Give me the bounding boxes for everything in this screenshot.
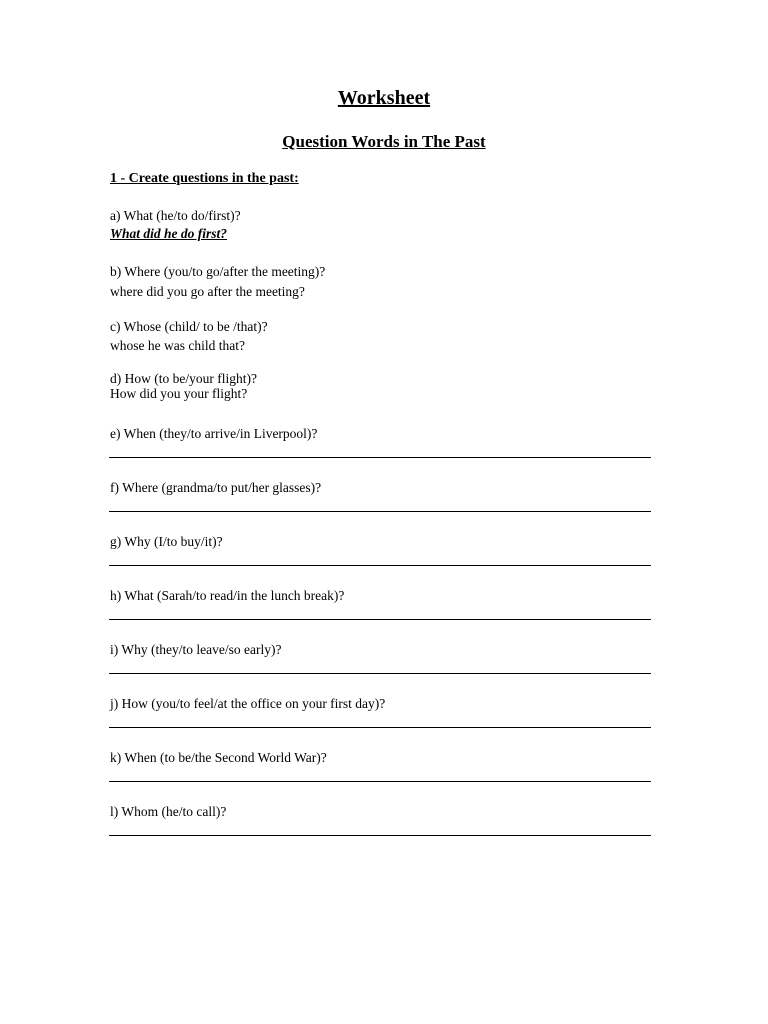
answer-line-k[interactable] bbox=[109, 781, 651, 782]
answer-a-example: What did he do first? bbox=[110, 226, 228, 241]
question-i: i) Why (they/to leave/so early)? bbox=[110, 642, 282, 657]
question-e: e) When (they/to arrive/in Liverpool)? bbox=[110, 426, 318, 441]
page-title: Worksheet bbox=[337, 87, 431, 109]
question-h: h) What (Sarah/to read/in the lunch break)? bbox=[110, 588, 345, 603]
section-heading: 1 - Create questions in the past: bbox=[110, 171, 299, 186]
question-c: c) Whose (child/ to be /that)? bbox=[110, 319, 268, 334]
answer-line-i[interactable] bbox=[109, 673, 651, 674]
answer-d[interactable]: How did you your flight? bbox=[110, 386, 248, 401]
answer-b[interactable]: where did you go after the meeting? bbox=[110, 284, 305, 299]
question-g: g) Why (I/to buy/it)? bbox=[110, 534, 223, 549]
answer-line-f[interactable] bbox=[109, 511, 651, 512]
question-d: d) How (to be/your flight)? bbox=[110, 371, 257, 386]
answer-line-l[interactable] bbox=[109, 835, 651, 836]
question-l: l) Whom (he/to call)? bbox=[110, 804, 227, 819]
page-subtitle: Question Words in The Past bbox=[282, 132, 486, 151]
question-a: a) What (he/to do/first)? bbox=[110, 208, 241, 223]
question-b: b) Where (you/to go/after the meeting)? bbox=[110, 264, 326, 279]
question-j: j) How (you/to feel/at the office on your first day)? bbox=[110, 696, 386, 711]
question-k: k) When (to be/the Second World War)? bbox=[110, 750, 327, 765]
answer-line-e[interactable] bbox=[109, 457, 651, 458]
answer-line-j[interactable] bbox=[109, 727, 651, 728]
question-f: f) Where (grandma/to put/her glasses)? bbox=[110, 480, 322, 495]
answer-line-h[interactable] bbox=[109, 619, 651, 620]
answer-line-g[interactable] bbox=[109, 565, 651, 566]
answer-c[interactable]: whose he was child that? bbox=[110, 338, 245, 353]
